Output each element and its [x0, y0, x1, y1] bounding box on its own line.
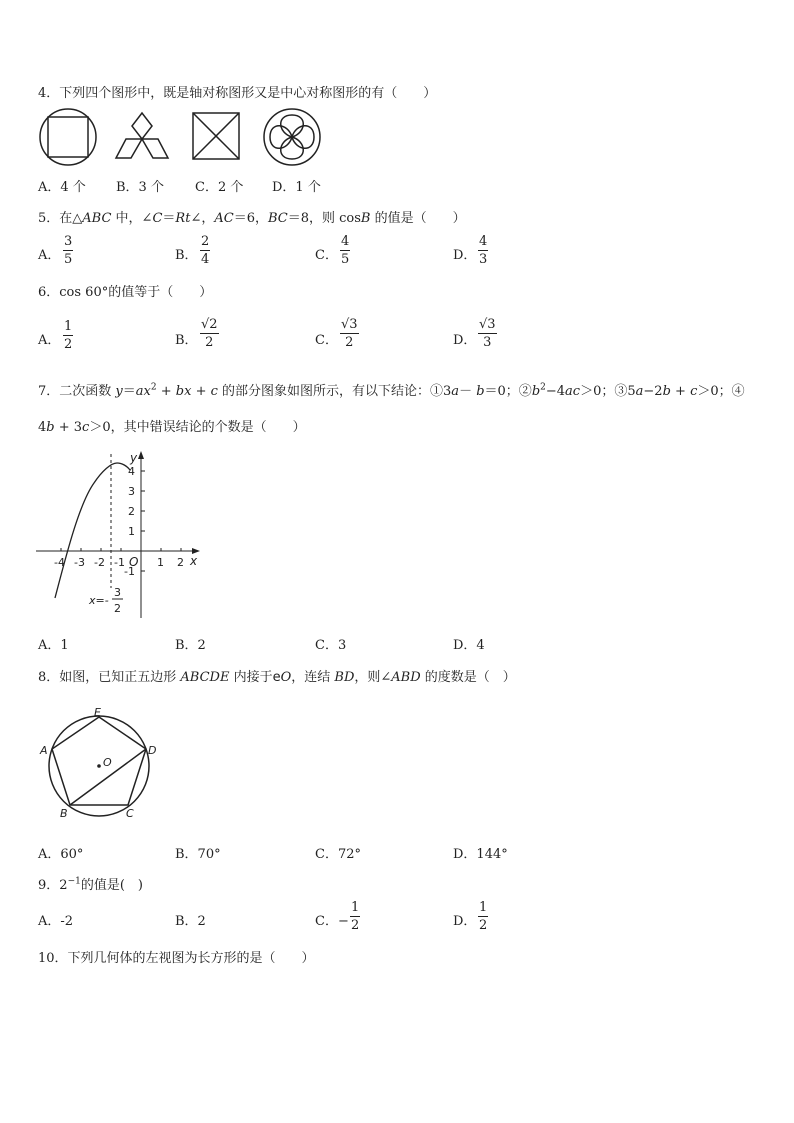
q5-option-c-label: C．: [315, 248, 338, 263]
x-tick-label: -2: [94, 556, 105, 569]
q5-option-b-label: B．: [175, 248, 198, 263]
q6-option-b-fraction: $\frac{√2}{2}$: [201, 317, 218, 350]
three-rhombus-figure: [116, 113, 168, 158]
four-petal-figure: [264, 109, 320, 165]
symmetry-numerator: 3: [114, 586, 121, 599]
q7-stem-line1: 7．二次函数 $y=ax^2$ + bx + c 的部分图象如图所示，有以下结论：①3a－ b＝0；$②b^2-4ac>0$；③5a−2b + c＞0；④: [38, 382, 745, 399]
q5-option-c-fraction: $\frac{4}{5}$: [341, 234, 350, 267]
vertex-a-label: A: [40, 744, 48, 757]
q5-option-a-fraction: $\frac{3}{5}$: [64, 234, 73, 267]
y-tick-label: 4: [128, 465, 135, 478]
q9-option-a: A．-2: [38, 914, 74, 929]
q8-option-a: A．60°: [38, 847, 84, 862]
symmetry-denominator: 2: [114, 602, 121, 615]
q4-option-a: A．4 个: [38, 180, 86, 195]
q8-pentagon-figure: [36, 704, 166, 824]
center-o-label: O: [103, 756, 112, 769]
q9-option-d-label: D．: [453, 914, 477, 929]
square-x-figure: [193, 113, 239, 159]
q10-stem: 10．下列几何体的左视图为长方形的是（ ）: [38, 951, 315, 966]
q8-option-d: D．144°: [453, 847, 508, 862]
circle-square-figure: [40, 109, 96, 165]
q5-stem: 5．在△ABC 中，∠C＝Rt∠，AC＝6，BC＝8，则 cosB 的值是（ ）: [38, 211, 466, 226]
x-tick-label: -3: [74, 556, 85, 569]
x-tick-label: -4: [54, 556, 65, 569]
q5-option-b-fraction: $\frac{2}{4}$: [201, 234, 210, 267]
x-axis-label: x: [190, 554, 198, 568]
y-tick-label: 2: [128, 505, 135, 518]
q7-stem-line2: 4b + 3c＞0，其中错误结论的个数是（ ）: [38, 420, 306, 435]
y-tick-label: -1: [124, 565, 135, 578]
q4-option-b: B．3 个: [116, 180, 164, 195]
vertex-d-label: D: [148, 744, 157, 757]
q6-option-a-fraction: $\frac{1}{2}$: [64, 319, 73, 352]
q5-option-d-fraction: $\frac{4}{3}$: [479, 234, 488, 267]
q9-option-c-fraction: $\frac{1}{2}$: [351, 900, 360, 933]
q6-option-c-label: C．: [315, 333, 338, 348]
q4-figures: [35, 108, 335, 168]
x-tick-label: -1: [114, 556, 125, 569]
symmetry-label: x=-: [89, 594, 109, 607]
center-point: [97, 764, 101, 768]
q8-option-b: B．70°: [175, 847, 221, 862]
q7-parabola-graph: [34, 448, 214, 628]
q8-stem: 8．如图，已知正五边形 ABCDE 内接于eO，连结 BD，则∠ABD 的度数是（ ）: [38, 670, 516, 685]
origin-label: O: [129, 555, 139, 569]
q6-option-a-label: A．: [38, 333, 61, 348]
q9-option-b: B．2: [175, 914, 206, 929]
y-axis-label: y: [130, 451, 138, 465]
q8-option-c: C．72°: [315, 847, 361, 862]
q9-stem: 9．$2^{-1}$的值是( ): [38, 876, 143, 893]
parabola-curve: [55, 463, 130, 598]
q9-option-d-fraction: $\frac{1}{2}$: [479, 900, 488, 933]
q7-option-d: D．4: [453, 638, 485, 653]
q4-option-c: C．2 个: [195, 180, 244, 195]
q4-stem: 4．下列四个图形中，既是轴对称图形又是中心对称图形的有（ ）: [38, 86, 437, 101]
q9-option-c-label: C．−: [315, 914, 349, 929]
x-tick-label: 1: [157, 556, 164, 569]
q6-option-d-label: D．: [453, 333, 477, 348]
q7-option-b: B．2: [175, 638, 206, 653]
q7-option-a: A．1: [38, 638, 69, 653]
q6-option-d-fraction: $\frac{√3}{3}$: [479, 317, 496, 350]
q6-option-c-fraction: $\frac{√3}{2}$: [341, 317, 358, 350]
y-axis-arrow: [138, 451, 144, 459]
q7-option-c: C．3: [315, 638, 347, 653]
vertex-c-label: C: [126, 807, 134, 820]
y-tick-label: 3: [128, 485, 135, 498]
y-tick-label: 1: [128, 525, 135, 538]
x-tick-label: 2: [177, 556, 184, 569]
pentagon: [52, 717, 146, 805]
vertex-b-label: B: [60, 807, 68, 820]
q5-option-a-label: A．: [38, 248, 61, 263]
q6-stem: 6．cos 60°的值等于（ ）: [38, 285, 213, 300]
vertex-e-label: E: [94, 706, 101, 719]
q5-option-d-label: D．: [453, 248, 477, 263]
q4-option-d: D．1 个: [272, 180, 321, 195]
q6-option-b-label: B．: [175, 333, 198, 348]
